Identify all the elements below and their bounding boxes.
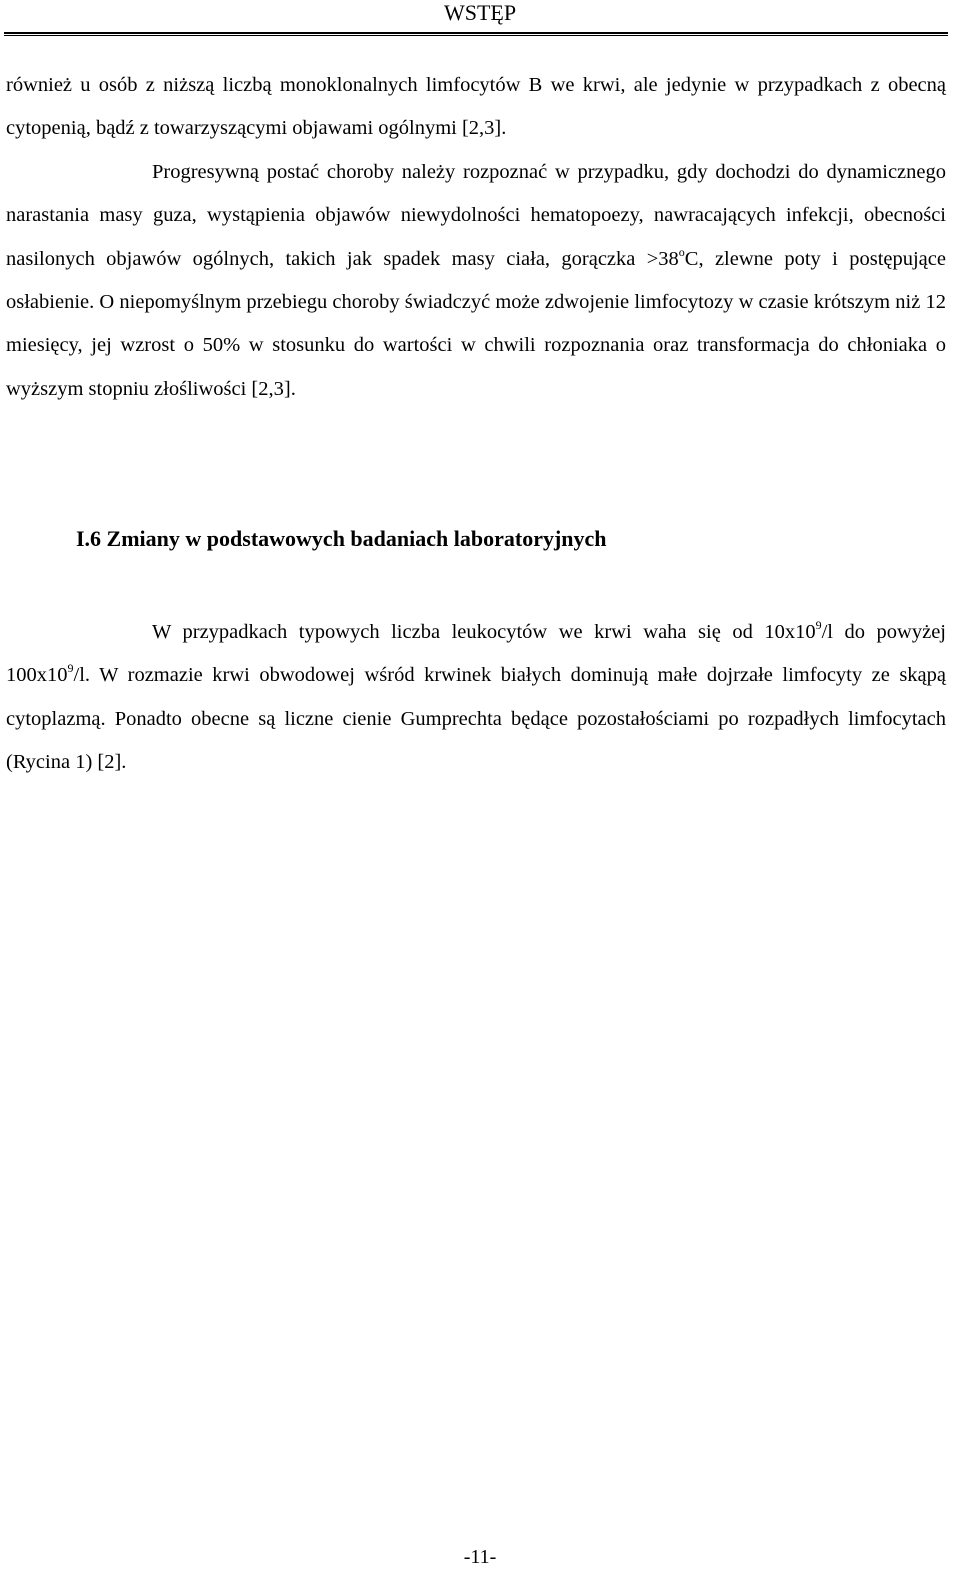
paragraph-text: /l. W rozmazie krwi obwodowej wśród krwinek białych dominują małe dojrzałe limfocyty ze skąpą cytoplazmą. Ponadto obecne są liczne cienie Gumprechta będące pozostałościami po rozpadłych limfocytach (Rycina 1) [2]. [6, 664, 946, 774]
superscript: 9 [815, 618, 822, 632]
paragraph-text: Progresywną postać choroby należy rozpoznać w przypadku, gdy dochodzi do dynamicznego narastania masy guza, wystąpienia objawów niewydolności hematopoezy, nawracających infekcji, obecności nasilonych objawów ogólnych, takich jak spadek masy ciała, gorączka >38 [6, 160, 946, 270]
paragraph-text: /l do powyżej 100x10 [6, 621, 946, 687]
paragraph-progressive-disease [6, 151, 946, 411]
paragraph-text: C, zlewne poty i postępujące osłabienie. O niepomyślnym przebiegu choroby świadczyć może zdwojenie limfocytozy w czasie krótszym niż 12 miesięcy, jej wzrost o 50% w stosunku do wartości w chwili rozpoznania oraz transformacja do chłoniaka o wyższym stopniu złośliwości [2,3]. [6, 247, 946, 400]
running-header [0, 0, 960, 26]
paragraph-leukocytes [6, 611, 946, 785]
header-title: WSTĘP [443, 0, 517, 25]
superscript: 9 [67, 661, 74, 676]
section-heading: I.6 Zmiany w podstawowych badaniach laboratoryjnych [76, 526, 607, 551]
header-rule [4, 32, 948, 36]
page-number: -11- [463, 1546, 497, 1568]
paragraph-text: W przypadkach typowych liczba leukocytów we krwi waha się od 10x10 [152, 621, 816, 643]
body-text-block-2 [6, 611, 946, 785]
paragraph-continuation: również u osób z niższą liczbą monoklonalnych limfocytów B we krwi, ale jedynie w przypadkach z obecną cytopenią, bądź z towarzyszącymi objawami ogólnymi [2,3]. [6, 74, 946, 140]
body-text-block-1 [6, 64, 946, 411]
superscript: o [678, 244, 685, 259]
